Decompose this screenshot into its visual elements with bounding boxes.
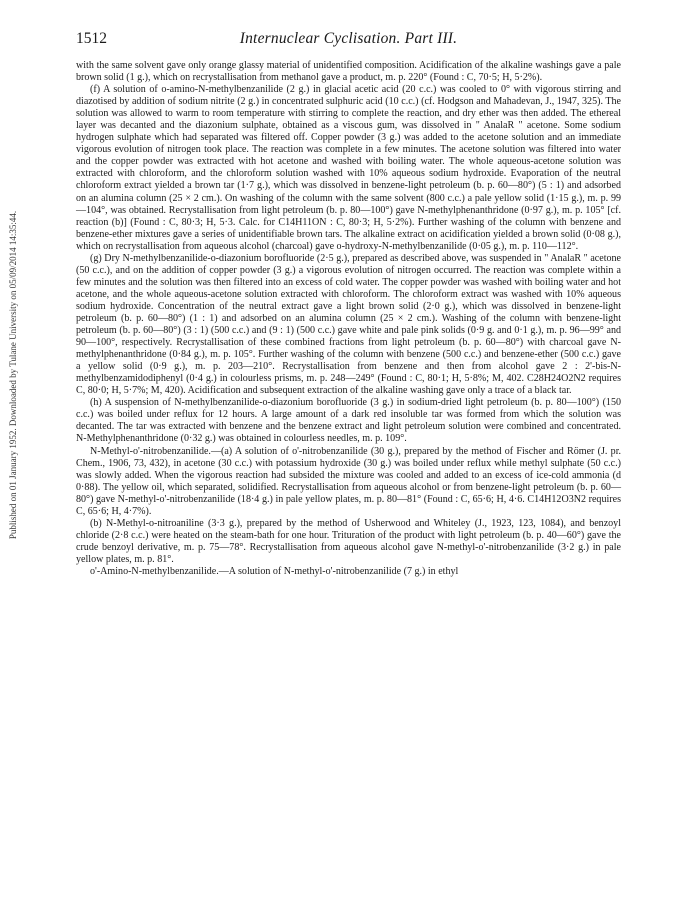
article-body [76,60,621,578]
running-title: Internuclear Cyclisation. Part III. [239,30,458,47]
download-watermark [6,165,20,585]
page-number: 1512 [76,30,107,47]
paragraph-nitrobenzanilide-a: N-Methyl-o'-nitrobenzanilide.—(a) A solution of o'-nitrobenzanilide (30 g.), prepared by the method of Fischer and Römer (J. pr. Chem., 1906, 73, 432), in acetone (30 c.c.) with potassium hydroxide (30 g.) was boiled under reflux while methyl sulphate (50 c.c.) was slowly added. When the vigorous reaction had subsided the mixture was cooled and added to an excess of ice-cold ammonia (d 0·88). The yellow oil, which separated, solidified. Recrystallisation from aqueous alcohol or from benzene-light petroleum (b. p. 60—80°) gave N-methyl-o'-nitrobenzanilide (18·4 g.) in pale yellow plates, m. p. 80—81° (Found : C, 65·6; H, 4·6. C14H12O3N2 requires C, 65·6; H, 4·7%). [76,445,621,517]
page-header [76,30,621,52]
paragraph-aminobenzanilide: o'-Amino-N-methylbenzanilide.—A solution of N-methyl-o'-nitrobenzanilide (7 g.) in ethyl [90,565,459,577]
paragraph-f: (f) A solution of o-amino-N-methylbenzanilide (2 g.) in glacial acetic acid (20 c.c.) was cooled to 0° with vigorous stirring and diazotised by addition of sodium nitrite (2 g.) in concentrated sulphuric acid (10 c.c.) (cf. Hodgson and Mahadevan, J., 1947, 325). The solution was allowed to warm to room temperature with stirring to complete the reaction, and dry ether was then added. The ethereal layer was decanted and the diazonium sulphate, obtained as a viscous gum, was dissolved in " AnalaR " acetone. Some sodium hydrogen sulphate which had separated was filtered off. Copper powder (3 g.) was added to the acetone solution and an immediate vigorous evolution of nitrogen took place. The reaction was complete in a few minutes. The acetone solution was filtered into water and the copper powder was extracted with hot acetone and washed with boiling water. The whole aqueous-acetone solution was extracted with chloroform, and the chloroform solution washed with 10% aqueous sodium hydroxide. Evaporation of the neutral chloroform extract yielded a brown tar (1·7 g.), which was dissolved in benzene-light petroleum (b. p. 60—80°) (5 : 1) and adsorbed on an alumina column (25 × 2 cm.). On washing of the column with the same solvent (800 c.c.) a pale yellow solid (1·15 g.), m. p. 99—104°, was obtained. Recrystallisation from light petroleum (b. p. 80—100°) gave N-methylphenanthridone (0·97 g.), m. p. 105° [cf. reaction (b)] (Found : C, 80·3; H, 5·3. Calc. for C14H11ON : C, 80·3; H, 5·2%). Further washing of the column with benzene and benzene-ether mixtures gave a series of unidentifiable brown tars. The alkaline extract on acidification yielded a brown solid (0·08 g.), which on recrystallisation from aqueous alcohol (charcoal) gave o-hydroxy-N-methylbenzanilide (0·05 g.), m. p. 110—112°. [76,84,621,252]
paragraph-nitrobenzanilide-b: (b) N-Methyl-o-nitroaniline (3·3 g.), prepared by the method of Usherwood and Whiteley (J., 1923, 123, 1084), and benzoyl chloride (2·8 c.c.) were heated on the steam-bath for one hour. Trituration of the product with light petroleum (b. p. 40—60°) gave the crude benzoyl derivative, m. p. 75—78°. Recrystallisation from aqueous alcohol gave N-methyl-o'-nitrobenzanilide (3·2 g.) in pale yellow plates, m. p. 81°. [76,517,621,565]
paragraph-continuation: with the same solvent gave only orange glassy material of unidentified composition. Acidification of the alkaline washings gave a pale brown solid (1 g.), which on recrystallisation from methanol gave a product, m. p. 220° (Found : C, 70·5; H, 5·2%). [76,60,621,84]
paragraph-g: (g) Dry N-methylbenzanilide-o-diazonium borofluoride (2·5 g.), prepared as described above, was suspended in " AnalaR " acetone (50 c.c.), and on the addition of copper powder (3 g.) a vigorous evolution of nitrogen occurred. The reaction was complete within a few minutes and the solution was then filtered into an excess of cold water. The copper powder was washed with boiling water and hot acetone, and the whole aqueous-acetone solution extracted with chloroform. The chloroform extract was washed with 10% aqueous sodium hydroxide. Concentration of the neutral extract gave a light brown solid (2·0 g.), which was dissolved in benzene-light petroleum (b. p. 60—80°) (1 : 1) and adsorbed on an alumina column (25 × 2 cm.). Washing of the column with benzene-light petroleum (b. p. 60—80°) (3 : 1) (500 c.c.) and (9 : 1) (500 c.c.) gave white and pale pink solids (0·9 g. and 0·1 g.), m. p. 96—99° and 90—100°, respectively. Recrystallisation of these combined fractions from light petroleum (b. p. 60—80°) with charcoal gave N-methylphenanthridone (0·84 g.), m. p. 105°. Further washing of the column with benzene (500 c.c.) and benzene-ether (500 c.c.) gave a yellow solid (0·9 g.), m. p. 203—210°. Recrystallisation from benzene and then from alcohol gave 2 : 2'-bis-N-methylbenzamidodiphenyl (0·4 g.) in colourless prisms, m. p. 248—249° (Found : C, 80·1; H, 5·8%; M, 402. C28H24O2N2 requires C, 80·0; H, 5·7%; M, 420). Acidification and subsequent extraction of the alkaline washing gave only a trace of a black tar. [76,252,621,397]
download-notice: Published on 01 January 1952. Downloaded by Tulane University on 05/09/2014 14:35:44. [8,210,18,540]
paragraph-h: (h) A suspension of N-methylbenzanilide-o-diazonium borofluoride (3 g.) in sodium-dried light petroleum (b. p. 80—100°) (150 c.c.) was boiled under reflux for 12 hours. A large amount of a dark red insoluble tar was formed from which the solution was decanted. The tar was extracted with benzene and the benzene extract and light petroleum solution were combined and concentrated. N-Methylphenanthridone (0·32 g.) was obtained in colourless needles, m. p. 109°. [76,397,621,445]
